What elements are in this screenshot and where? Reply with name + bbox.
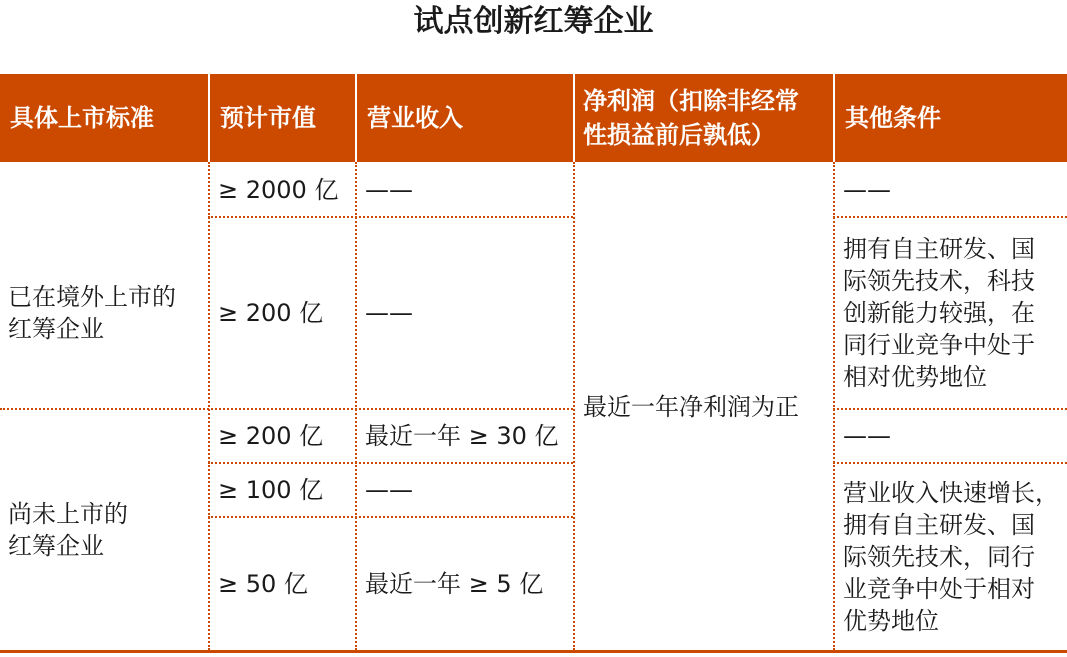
market-cap-cell: ≥ 2000 亿	[218, 176, 339, 204]
other-conditions-line: 际领先技术，科技	[843, 267, 1035, 295]
table-bottom-border	[0, 650, 1067, 653]
group-label-unlisted	[0, 410, 208, 650]
table-title: 试点创新红筹企业	[413, 4, 654, 39]
market-cap-cell: ≥ 200 亿	[218, 299, 324, 327]
other-conditions-line: 优势地位	[843, 607, 939, 635]
other-conditions-line: 相对优势地位	[843, 363, 987, 391]
group-label-listed-line1: 已在境外上市的	[8, 283, 176, 311]
other-conditions-line: 业竞争中处于相对	[843, 575, 1035, 603]
revenue-cell: ——	[365, 176, 413, 204]
net-profit-cell: 最近一年净利润为正	[583, 393, 799, 421]
revenue-cell: 最近一年 ≥ 5 亿	[365, 570, 544, 598]
header-net-profit-line2: 性损益前后孰低）	[583, 121, 775, 149]
header-net-profit-line1: 净利润（扣除非经常	[583, 87, 799, 115]
market-cap-cell: ≥ 200 亿	[218, 422, 324, 450]
group-label-listed-line2: 红筹企业	[8, 315, 104, 343]
group-label-listed	[0, 218, 208, 408]
other-conditions-line: 同行业竞争中处于	[843, 331, 1035, 359]
header-listing-standard: 具体上市标准	[0, 74, 208, 162]
other-conditions-cell: ——	[843, 176, 891, 204]
other-conditions-line: 拥有自主研发、国	[843, 235, 1035, 263]
header-revenue: 营业收入	[357, 74, 573, 162]
market-cap-cell: ≥ 50 亿	[218, 570, 308, 598]
header-other-conditions: 其他条件	[835, 74, 1067, 162]
other-conditions-cell	[835, 464, 1067, 650]
revenue-cell: ——	[365, 299, 413, 327]
group-label-unlisted-line2: 红筹企业	[8, 532, 104, 560]
group-label-unlisted-line1: 尚未上市的	[8, 500, 128, 528]
other-conditions-cell	[835, 218, 1067, 408]
revenue-cell: 最近一年 ≥ 30 亿	[365, 422, 559, 450]
other-conditions-line: 际领先技术，同行	[843, 543, 1035, 571]
other-conditions-line: 营业收入快速增长，	[843, 479, 1059, 507]
market-cap-cell: ≥ 100 亿	[218, 476, 324, 504]
other-conditions-cell: ——	[843, 422, 891, 450]
revenue-cell: ——	[365, 476, 413, 504]
header-market-cap: 预计市值	[210, 74, 355, 162]
other-conditions-line: 拥有自主研发、国	[843, 511, 1035, 539]
other-conditions-line: 创新能力较强，在	[843, 299, 1035, 327]
header-net-profit	[575, 74, 833, 162]
